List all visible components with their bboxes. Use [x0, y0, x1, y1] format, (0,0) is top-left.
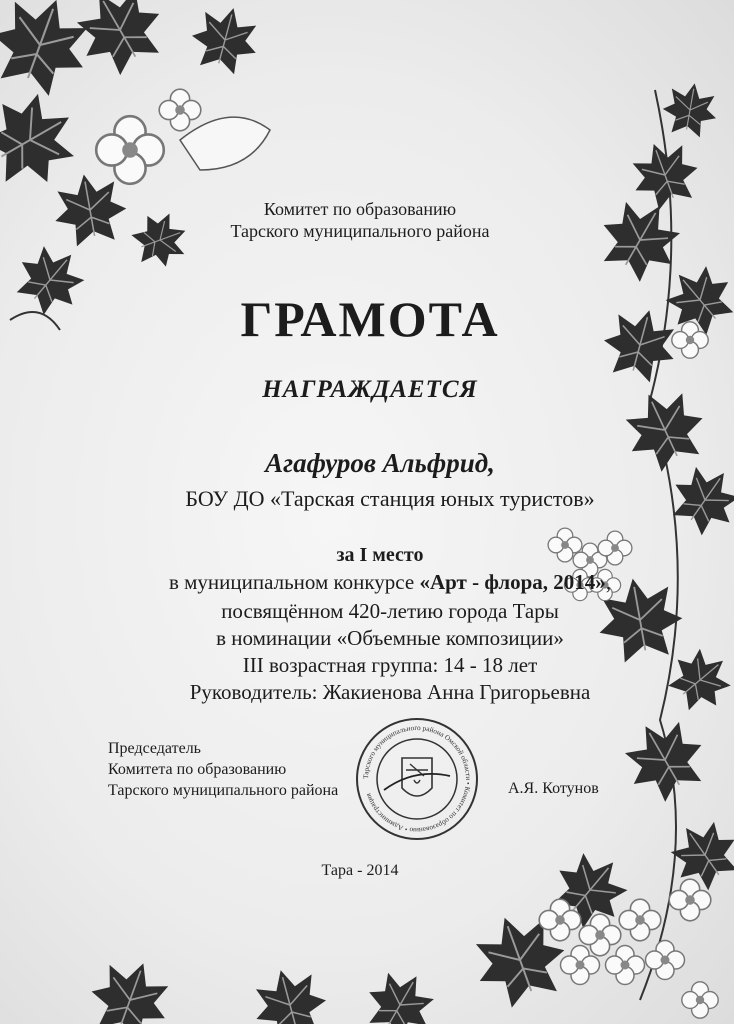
contest-suffix: , [605, 570, 612, 594]
awarded-heading: НАГРАЖДАЕТСЯ [262, 376, 478, 403]
signatory-title-line-2: Комитета по образованию [108, 761, 287, 778]
issuing-committee [210, 198, 510, 242]
age-group-line: III возрастная группа: 14 - 18 лет [242, 653, 538, 677]
signatory-title-line-3: Тарского муниципального района [108, 782, 339, 799]
dedication-line: посвящённом 420-летию города Тары [221, 599, 559, 623]
award-place: за I место [336, 544, 424, 566]
seal-ring-text: Тарского муниципального района Омской области • Комитет по образованию • Администрация [361, 723, 473, 835]
signatory-title-line-1: Председатель [108, 740, 201, 757]
nomination-line: в номинации «Объемные композиции» [216, 626, 564, 650]
signature-stroke [384, 774, 450, 790]
place-and-year: Тара - 2014 [321, 862, 399, 879]
recipient-organization: БОУ ДО «Тарская станция юных туристов» [185, 486, 595, 511]
contest-prefix: в муниципальном конкурсе [168, 570, 420, 594]
committee-line-2: Тарского муниципального района [230, 221, 490, 241]
supervisor-line: Руководитель: Жакиенова Анна Григорьевна [189, 680, 591, 704]
committee-line-1: Комитет по образованию [263, 199, 457, 219]
svg-text:Тарского муниципального района [362, 724, 472, 834]
signatory-name: А.Я. Котунов [508, 780, 599, 797]
contest-line [60, 570, 720, 595]
official-seal-stamp [354, 716, 480, 842]
certificate-title: ГРАМОТА [240, 291, 500, 347]
recipient-name: Агафуров Альфрид, [265, 448, 495, 478]
top-left-leaf-cluster [0, 0, 270, 330]
coat-of-arms-icon [402, 758, 432, 796]
contest-name: «Арт - флора, 2014» [419, 570, 606, 594]
